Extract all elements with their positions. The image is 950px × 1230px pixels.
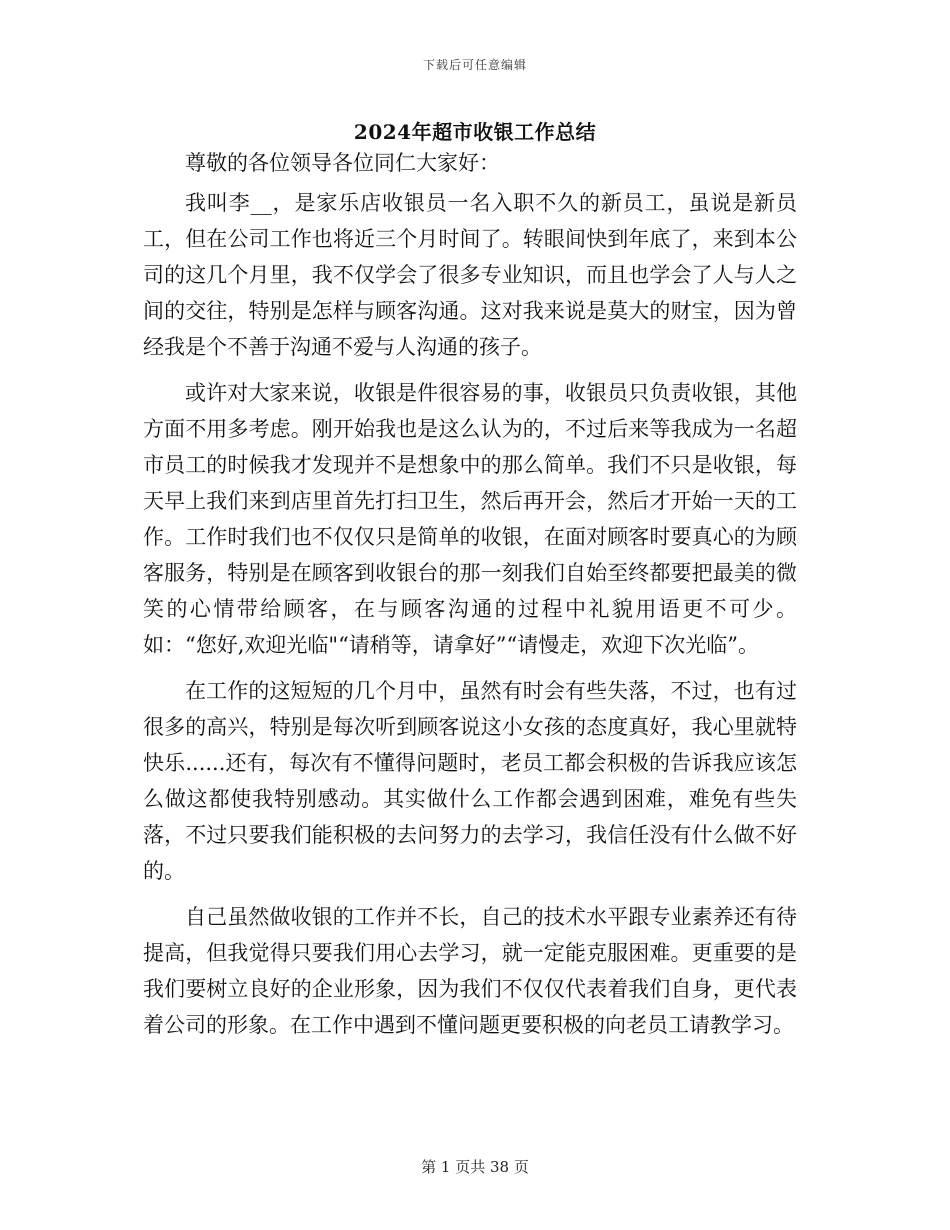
paragraph-2: 或许对大家来说，收银是件很容易的事，收银员只负责收银，其他方面不用多考虑。刚开始我也是这么认为的，不过后来等我成为一名超市员工的时候我才发现并不是想象中的那么简单。我们不只是收银，每天早上我们来到店里首先打扫卫生，然后再开会，然后才开始一天的工作。工作时我们也不仅仅只是简单的收银，在面对顾客时要真心的为顾客服务，特别是在顾客到收银台的那一刻我们自始至终都要把最美的微笑的心情带给顾客，在与顾客沟通的过程中礼貌用语更不可少。如：“您好,欢迎光临"“请稍等，请拿好”“请慢走，欢迎下次光临”。 bbox=[143, 381, 797, 657]
document-body bbox=[143, 145, 797, 1043]
salutation: 尊敬的各位领导各位同仁大家好： bbox=[185, 151, 500, 175]
paragraph-3: 在工作的这短短的几个月中，虽然有时会有些失落，不过，也有过很多的高兴，特别是每次听到顾客说这小女孩的态度真好，我心里就特快乐......还有，每次有不懂得问题时，老员工都会积极的告诉我应该怎么做这都使我特别感动。其实做什么工作都会遇到困难，难免有些失落，不过只要我们能积极的去问努力的去学习，我信任没有什么做不好的。 bbox=[143, 679, 797, 883]
document-title: 2024年超市收银工作总结 bbox=[353, 120, 597, 144]
page-footer: 第 1 页共 38 页 bbox=[421, 1158, 529, 1176]
header-note: 下载后可任意编辑 bbox=[422, 58, 527, 72]
paragraph-1: 我叫李__，是家乐店收银员一名入职不久的新员工，虽说是新员工，但在公司工作也将近三个月时间了。转眼间快到年底了，来到本公司的这几个月里，我不仅学会了很多专业知识，而且也学会了人与人之间的交往，特别是怎样与顾客沟通。这对我来说是莫大的财宝，因为曾经我是个不善于沟通不爱与人沟通的孩子。 bbox=[143, 191, 797, 359]
paragraph-4: 自己虽然做收银的工作并不长，自己的技术水平跟专业素养还有待提高，但我觉得只要我们用心去学习，就一定能克服困难。更重要的是我们要树立良好的企业形象，因为我们不仅仅代表着我们自身，更代表着公司的形象。在工作中遇到不懂问题更要积极的向老员工请教学习。 bbox=[143, 905, 797, 1037]
